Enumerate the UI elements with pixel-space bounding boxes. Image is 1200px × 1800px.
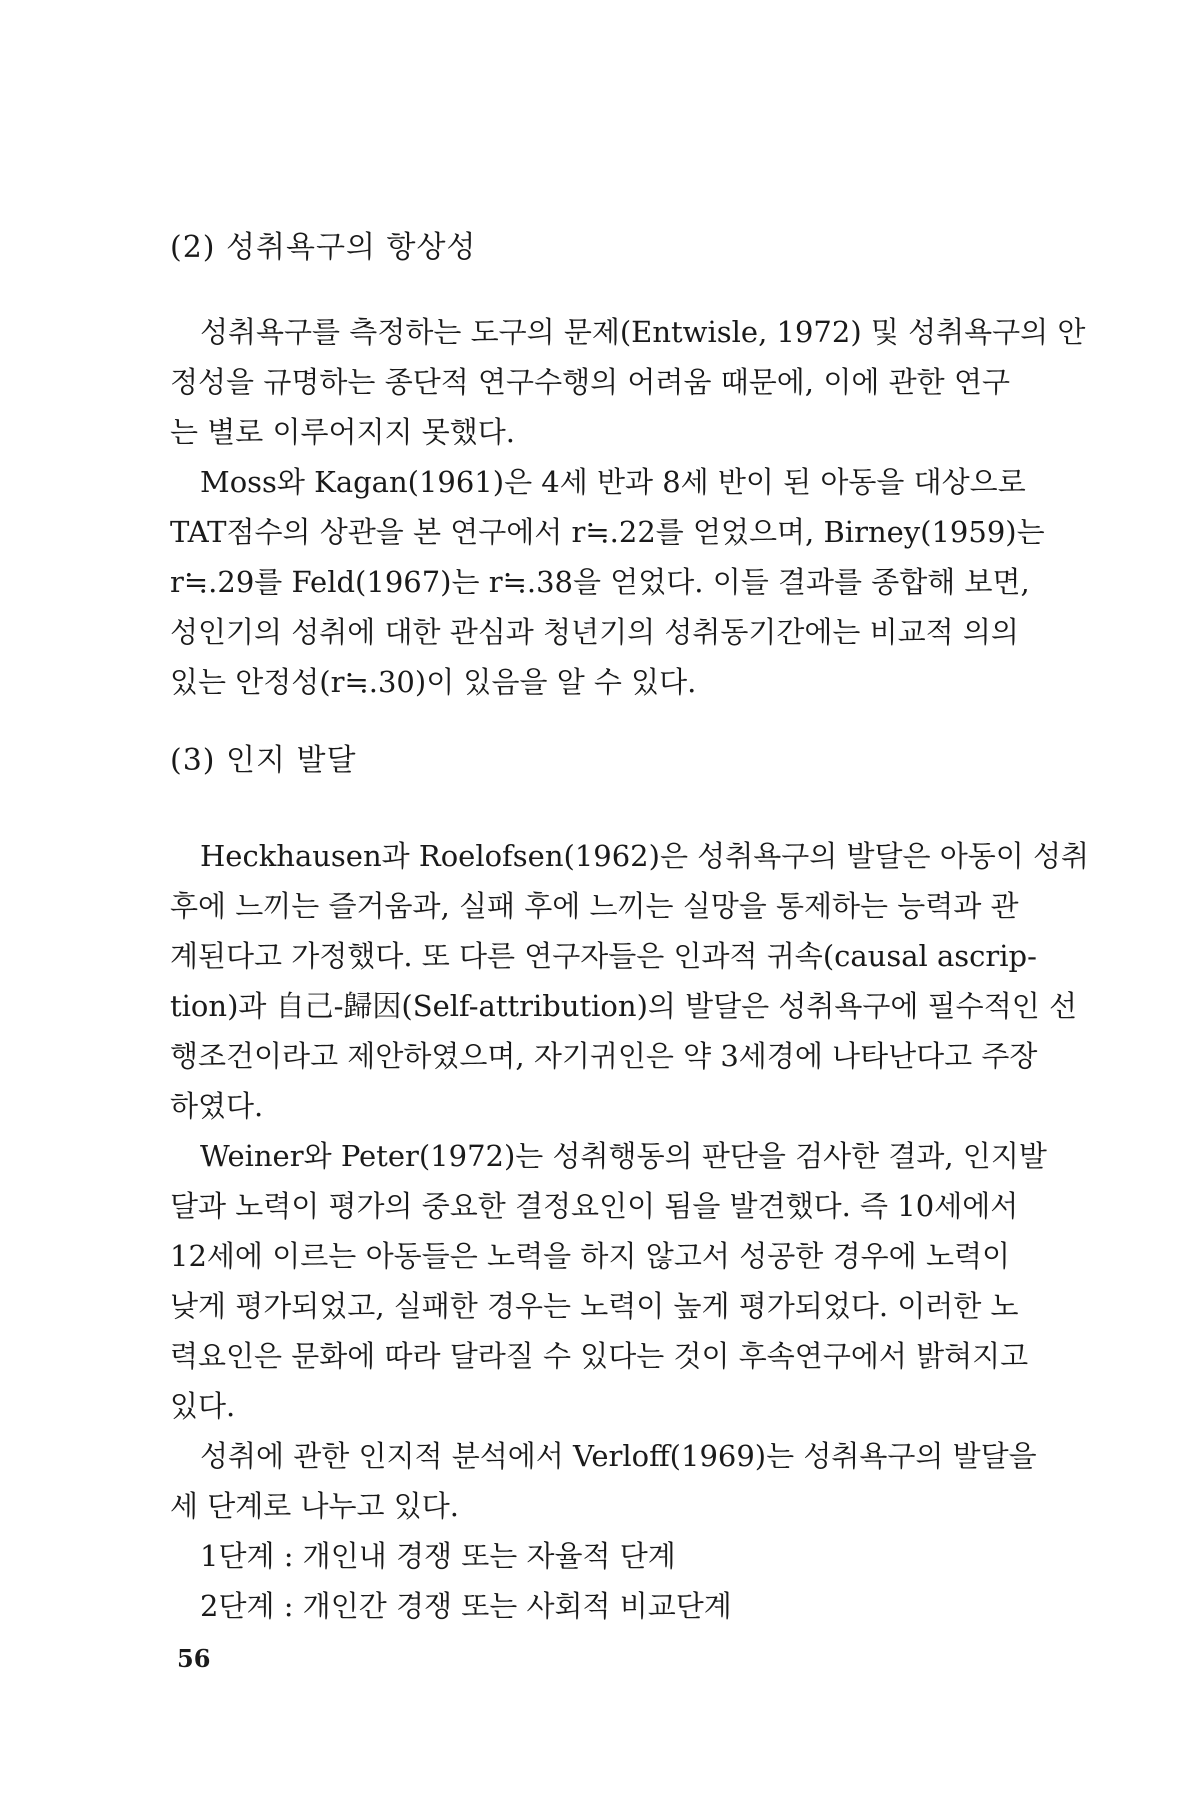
- paragraph-line: 력요인은 문화에 따라 달라질 수 있다는 것이 후속연구에서 밝혀지고: [170, 1339, 1029, 1373]
- paragraph-line: TAT점수의 상관을 본 연구에서 r≒.22를 얻었으며, Birney(1959)는: [170, 515, 1045, 549]
- paragraph-line: tion)과 自己-歸因(Self-attribution)의 발달은 성취욕구에 필수적인 선: [170, 989, 1077, 1023]
- paragraph-line: 행조건이라고 제안하였으며, 자기귀인은 약 3세경에 나타난다고 주장: [170, 1039, 1038, 1073]
- paragraph-line: 성인기의 성취에 대한 관심과 청년기의 성취동기간에는 비교적 의의: [170, 615, 1019, 649]
- paragraph-line: Moss와 Kagan(1961)은 4세 반과 8세 반이 된 아동을 대상으로: [200, 465, 1026, 499]
- paragraph-line: 계된다고 가정했다. 또 다른 연구자들은 인과적 귀속(causal ascrip-: [170, 939, 1037, 973]
- paragraph-line: 성취에 관한 인지적 분석에서 Verloff(1969)는 성취욕구의 발달을: [200, 1439, 1037, 1473]
- paragraph-line: 는 별로 이루어지지 못했다.: [170, 415, 516, 449]
- paragraph-line: 세 단계로 나누고 있다.: [170, 1489, 459, 1523]
- section-heading-2: (2) 성취욕구의 항상성: [170, 230, 477, 265]
- paragraph-line: 있는 안정성(r≒.30)이 있음을 알 수 있다.: [170, 665, 697, 699]
- stage-item: 1단계 : 개인내 경쟁 또는 자율적 단계: [200, 1539, 676, 1573]
- paragraph-line: 12세에 이르는 아동들은 노력을 하지 않고서 성공한 경우에 노력이: [170, 1239, 1010, 1273]
- paragraph-line: Weiner와 Peter(1972)는 성취행동의 판단을 검사한 결과, 인지발: [200, 1139, 1047, 1173]
- paragraph-line: Heckhausen과 Roelofsen(1962)은 성취욕구의 발달은 아동이 성취: [200, 839, 1090, 873]
- paragraph-line: 하였다.: [170, 1089, 264, 1123]
- paragraph-line: 성취욕구를 측정하는 도구의 문제(Entwisle, 1972) 및 성취욕구의 안: [200, 315, 1086, 349]
- paragraph-line: 정성을 규명하는 종단적 연구수행의 어려움 때문에, 이에 관한 연구: [170, 365, 1010, 399]
- stage-item: 2단계 : 개인간 경쟁 또는 사회적 비교단계: [200, 1589, 732, 1623]
- paragraph-line: 후에 느끼는 즐거움과, 실패 후에 느끼는 실망을 통제하는 능력과 관: [170, 889, 1019, 923]
- paragraph-line: 있다.: [170, 1389, 236, 1423]
- paragraph-line: 달과 노력이 평가의 중요한 결정요인이 됨을 발견했다. 즉 10세에서: [170, 1189, 1019, 1223]
- page-number: 56: [177, 1644, 211, 1673]
- paragraph-line: r≒.29를 Feld(1967)는 r≒.38을 얻었다. 이들 결과를 종합해 보면,: [170, 565, 1030, 599]
- section-heading-3: (3) 인지 발달: [170, 743, 357, 778]
- paragraph-line: 낮게 평가되었고, 실패한 경우는 노력이 높게 평가되었다. 이러한 노: [170, 1289, 1019, 1323]
